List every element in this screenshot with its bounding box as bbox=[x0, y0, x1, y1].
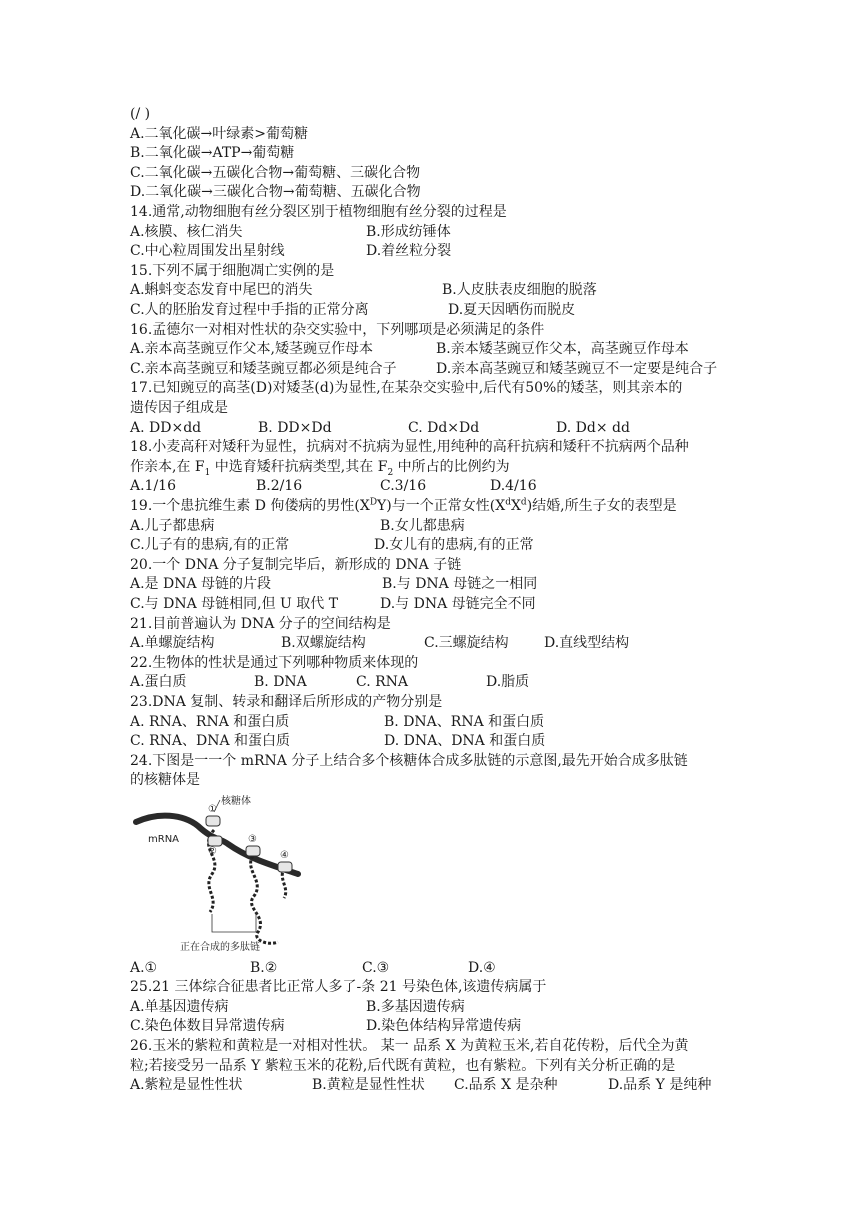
q18-option-c: C.3/16 bbox=[380, 478, 427, 494]
q16-option-a: A.亲本高茎豌豆作父本,矮茎豌豆作母本 bbox=[130, 341, 374, 357]
q15-option-d: D.夏天因晒伤而脱皮 bbox=[448, 302, 576, 318]
q26-stem-cont: 粒;若接受另一品系 Y 紫粒玉米的花粉,后代既有黄粒，也有紫粒。下列有关分析正确的是 bbox=[130, 1058, 676, 1074]
q23-option-d: D. DNA、DNA 和蛋白质 bbox=[384, 733, 546, 749]
q13-bracket: (/ ) bbox=[130, 106, 151, 122]
q23-option-a: A. RNA、RNA 和蛋白质 bbox=[130, 714, 290, 730]
q16-option-d: D.亲本高茎豌豆和矮茎豌豆不一定要是纯合子 bbox=[436, 361, 718, 377]
q19-option-b: B.女儿都患病 bbox=[380, 518, 465, 534]
q19-option-a: A.儿子都患病 bbox=[130, 518, 215, 534]
q14-option-d: D.着丝粒分裂 bbox=[366, 243, 452, 259]
polyribosome-diagram bbox=[128, 788, 308, 958]
q21-stem: 21.目前普遍认为 DNA 分子的空间结构是 bbox=[130, 616, 391, 632]
q14-stem: 14.通常,动物细胞有丝分裂区别于植物细胞有丝分裂的过程是 bbox=[130, 204, 507, 220]
ribosome-3 bbox=[246, 846, 260, 856]
q19-stem: 19.一个患抗维生素 D 佝偻病的男性$(X^DY)$与一个正常女性$(X^dX^d)$结婚,所生子女的表型是 bbox=[130, 497, 677, 514]
q20-option-b: B.与 DNA 母链之一相同 bbox=[382, 576, 538, 592]
q13-option-b: B.二氧化碳→ATP→葡萄糖 bbox=[130, 145, 295, 161]
q24-option-b: B.② bbox=[250, 960, 278, 976]
ribosome-number-1: ① bbox=[208, 804, 217, 815]
q25-option-a: A.单基因遗传病 bbox=[130, 999, 229, 1015]
q18-option-a: A.1/16 bbox=[130, 478, 176, 494]
q20-stem: 20.一个 DNA 分子复制完毕后，新形成的 DNA 子链 bbox=[130, 557, 462, 573]
q24-stem-cont: 的核糖体是 bbox=[130, 772, 200, 788]
q20-option-c: C.与 DNA 母链相同,但 U 取代 T bbox=[130, 596, 339, 612]
q15-option-a: A.蝌蚪变态发育中尾巴的消失 bbox=[130, 282, 313, 298]
q18-stem-cont: 作亲本,在 $F_1$ 中选育矮秆抗病类型,其在 $F_2$ 中所占的比例约为 bbox=[130, 459, 510, 478]
q24-option-c: C.③ bbox=[362, 960, 390, 976]
q26-option-d: D.品系 Y 是纯种 bbox=[608, 1077, 712, 1093]
q20-option-d: D.与 DNA 母链完全不同 bbox=[380, 596, 536, 612]
q22-option-d: D.脂质 bbox=[486, 674, 530, 690]
q18-option-b: B.2/16 bbox=[256, 478, 303, 494]
q21-option-c: C.三螺旋结构 bbox=[424, 635, 509, 651]
q23-option-b: B. DNA、RNA 和蛋白质 bbox=[384, 714, 545, 730]
ribosome-1 bbox=[206, 816, 220, 826]
q22-option-b: B. DNA bbox=[254, 674, 307, 690]
q14-option-a: A.核膜、核仁消失 bbox=[130, 224, 243, 240]
q13-option-d: D.二氧化碳→三碳化合物→葡萄糖、五碳化合物 bbox=[130, 184, 421, 200]
q25-stem: 25.21 三体综合征患者比正常人多了-条 21 号染色体,该遗传病属于 bbox=[130, 979, 547, 995]
q18-option-d: D.4/16 bbox=[490, 478, 537, 494]
q20-option-a: A.是 DNA 母链的片段 bbox=[130, 576, 272, 592]
q17-option-d: D. Dd× dd bbox=[556, 420, 630, 436]
q17-option-b: B. DD×Dd bbox=[258, 420, 332, 436]
q23-stem: 23.DNA 复制、转录和翻译后所形成的产物分别是 bbox=[130, 694, 443, 710]
q22-option-c: C. RNA bbox=[356, 674, 409, 690]
q25-option-c: C.染色体数目异常遗传病 bbox=[130, 1018, 285, 1034]
q18-stem: 18.小麦高秆对矮秆为显性，抗病对不抗病为显性,用纯种的高秆抗病和矮秆不抗病两个品种 bbox=[130, 439, 689, 455]
q24-option-a: A.① bbox=[130, 960, 158, 976]
q24-option-d: D.④ bbox=[468, 960, 496, 976]
q15-stem: 15.下列不属于细胞凋亡实例的是 bbox=[130, 263, 335, 279]
q21-option-d: D.直线型结构 bbox=[544, 635, 630, 651]
q14-option-b: B.形成纺锤体 bbox=[366, 224, 451, 240]
q15-option-b: B.人皮肤表皮细胞的脱落 bbox=[442, 282, 597, 298]
q26-stem: 26.玉米的紫粒和黄粒是一对相对性状。 某一 品系 X 为黄粒玉米,若自花传粉，后代全为黄 bbox=[130, 1038, 689, 1054]
q26-option-c: C.品系 X 是杂种 bbox=[454, 1077, 558, 1093]
q22-stem: 22.生物体的性状是通过下列哪种物质来体现的 bbox=[130, 655, 419, 671]
ribosome-4 bbox=[278, 862, 292, 872]
q14-option-c: C.中心粒周围发出星射线 bbox=[130, 243, 285, 259]
q22-option-a: A.蛋白质 bbox=[130, 674, 187, 690]
q16-option-c: C.亲本高茎豌豆和矮茎豌豆都必须是纯合子 bbox=[130, 361, 397, 377]
q24-stem: 24.下图是一一个 mRNA 分子上结合多个核糖体合成多肽链的示意图,最先开始合成多肽链 bbox=[130, 753, 688, 769]
ribosome-number-2: ② bbox=[208, 846, 217, 857]
ribosome-number-3: ③ bbox=[248, 834, 257, 845]
q17-option-c: C. Dd×Dd bbox=[408, 420, 480, 436]
q15-option-c: C.人的胚胎发育过程中手指的正常分离 bbox=[130, 302, 369, 318]
q25-option-d: D.染色体结构异常遗传病 bbox=[366, 1018, 522, 1034]
ribosome-label: 核糖体 bbox=[221, 796, 251, 807]
q25-option-b: B.多基因遗传病 bbox=[366, 999, 465, 1015]
q21-option-a: A.单螺旋结构 bbox=[130, 635, 215, 651]
q17-option-a: A. DD×dd bbox=[130, 420, 202, 436]
q16-option-b: B.亲本矮茎豌豆作父本，高茎豌豆作母本 bbox=[436, 341, 689, 357]
q13-option-c: C.二氧化碳→五碳化合物→葡萄糖、三碳化合物 bbox=[130, 165, 421, 181]
q19-option-d: D.女儿有的患病,有的正常 bbox=[374, 537, 534, 553]
q23-option-c: C. RNA、DNA 和蛋白质 bbox=[130, 733, 291, 749]
q13-option-a: A.二氧化碳→叶绿素>葡萄糖 bbox=[130, 126, 309, 142]
ribosome-2 bbox=[208, 836, 222, 846]
q26-option-a: A.紫粒是显性性状 bbox=[130, 1077, 243, 1093]
mrna-label: mRNA bbox=[148, 834, 180, 845]
q26-option-b: B.黄粒是显性性状 bbox=[312, 1077, 425, 1093]
q17-stem-cont: 遗传因子组成是 bbox=[130, 400, 228, 416]
q19-option-c: C.儿子有的患病,有的正常 bbox=[130, 537, 290, 553]
q21-option-b: B.双螺旋结构 bbox=[281, 635, 366, 651]
q17-stem: 17.已知豌豆的高茎(D)对矮茎(d)为显性,在某杂交实验中,后代有50%的矮茎，则其亲本的 bbox=[130, 380, 683, 396]
polyribosome-figure bbox=[128, 788, 308, 958]
ribosome-number-4: ④ bbox=[280, 850, 289, 861]
q16-stem: 16.孟德尔一对相对性状的杂交实验中，下列哪项是必须满足的条件 bbox=[130, 322, 545, 338]
peptide-label: 正在合成的多肽链 bbox=[180, 942, 260, 953]
